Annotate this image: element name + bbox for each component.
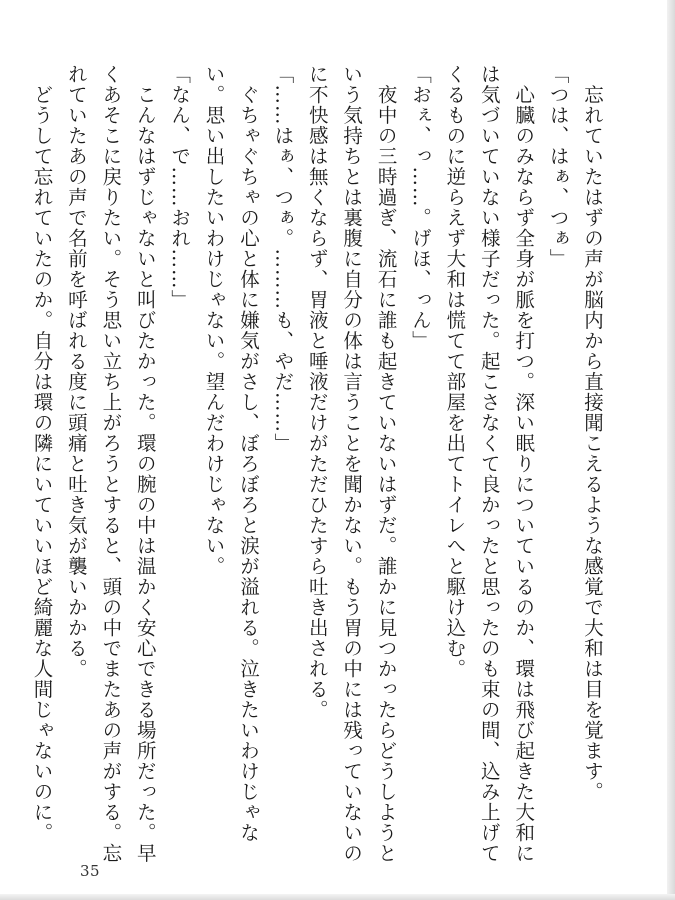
text-line: れていたあの声で名前を呼ばれる度に頭痛と吐き気が襲いかかる。	[64, 64, 88, 679]
text-line: いう気持ちとは裏腹に自分の体は言うことを聞かない。もう胃の中には残っていないの	[340, 64, 364, 864]
vertical-body-text	[30, 64, 609, 864]
text-line: は気づいていない様子だった。起こさなくて良かったと思ったのも束の間、込み上げて	[477, 64, 501, 864]
text-line: 「おぇ、っ……。げほ、っん」	[408, 64, 432, 351]
text-line: くるものに逆らえず大和は慌てて部屋を出てトイレへと駆け込む。	[443, 64, 467, 679]
text-line: ぐちゃぐちゃの心と体に嫌気がさし、ぼろぼろと涙が溢れる。泣きたいわけじゃな	[236, 64, 260, 843]
text-line: こんなはずじゃないと叫びたかった。環の腕の中は温かく安心できる場所だった。早	[133, 64, 157, 864]
text-line: 忘れていたはずの声が脳内から直接聞こえるような感覚で大和は目を覚ます。	[581, 64, 604, 802]
text-line: 「なん、で……おれ……」	[168, 64, 192, 310]
text-line: に不快感は無くならず、胃液と唾液だけがただひたすら吐き出される。	[305, 64, 329, 720]
text-line: 心臓のみならず全身が脈を打つ。深い眠りについているのか、環は飛び起きた大和に	[512, 64, 536, 864]
page-edge-bottom	[0, 894, 675, 900]
text-line: どうして忘れていたのか。自分は環の隣にいていいほど綺麗な人間じゃないのに。	[30, 64, 54, 843]
text-line: い。思い出したいわけじゃない。望んだわけじゃない。	[202, 64, 226, 577]
text-line: くあそこに戻りたい。そう思い立ち上がろうとすると、頭の中でまたあの声がする。忘	[99, 64, 123, 864]
page-number: 35	[80, 862, 101, 880]
page-edge-right	[667, 0, 675, 900]
text-line: 「つは、はぁ、つぁ」	[546, 64, 570, 269]
text-line: 「……はぁ、つぁ。………も、やだ……」	[271, 64, 295, 454]
text-line: 夜中の三時過ぎ、流石に誰も起きていないはずだ。誰かに見つかったらどうしようと	[374, 64, 398, 864]
